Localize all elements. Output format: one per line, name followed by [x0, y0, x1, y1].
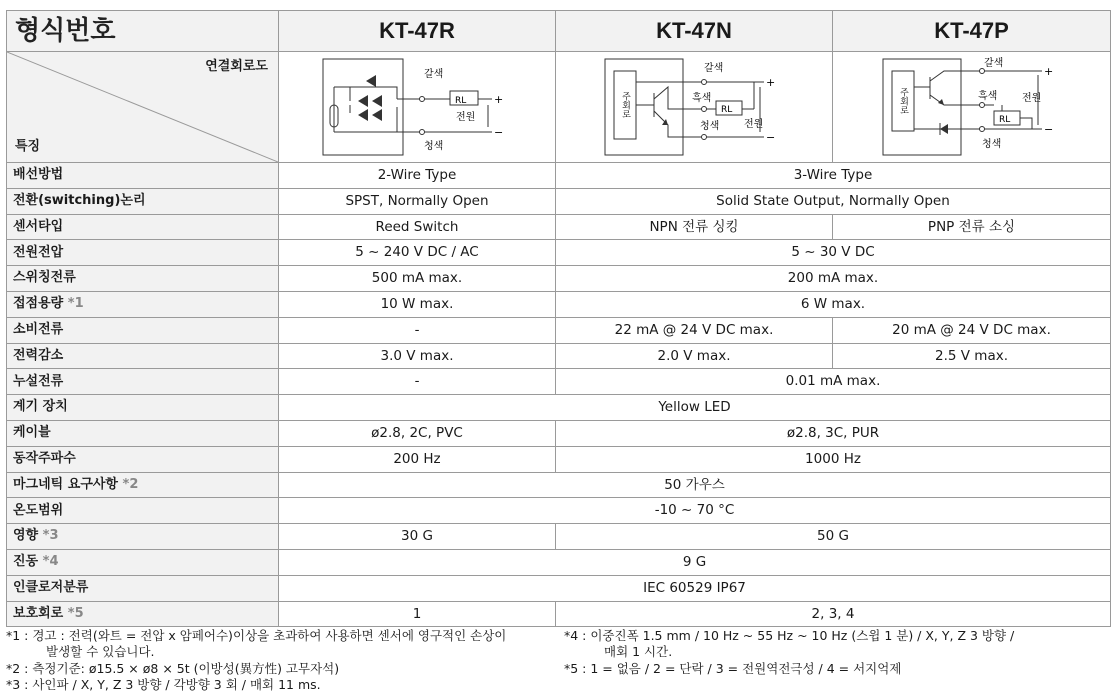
spec-value: SPST, Normally Open — [279, 188, 556, 214]
footnote-2: *2 : 측정기준: ø15.5 × ø8 × 5t (이방성(異方性) 고무자석) — [6, 660, 340, 676]
spec-value: 6 W max. — [556, 291, 1111, 317]
spec-value: 200 mA max. — [556, 266, 1111, 292]
spec-row — [7, 369, 1111, 395]
spec-label — [7, 266, 279, 292]
load-label: RL — [455, 96, 467, 106]
wire-brown-label: 갈색 — [983, 58, 1003, 69]
footnotes-right — [564, 628, 1014, 677]
spec-label — [7, 472, 279, 498]
wire-brown-label: 갈색 — [704, 63, 724, 74]
spec-value: ø2.8, 2C, PVC — [279, 420, 556, 446]
spec-value: 500 mA max. — [279, 266, 556, 292]
model-kt47r: KT-47R — [279, 11, 556, 52]
spec-label-text: 배선방법 — [13, 167, 64, 183]
footnote-mark: *4 — [42, 554, 59, 570]
power-label: 전원 — [744, 119, 764, 130]
spec-value: - — [279, 317, 556, 343]
spec-label — [7, 446, 279, 472]
wire-blue-label: 청색 — [981, 139, 1001, 150]
footnote-5: *5 : 1 = 없음 / 2 = 단락 / 3 = 전원역전극성 / 4 = 서지억제 — [564, 660, 902, 676]
header-row — [7, 11, 1111, 52]
wire-blue-label: 청색 — [424, 141, 444, 152]
spec-value: 0.01 mA max. — [556, 369, 1111, 395]
footnote-4: *4 : 이중진폭 1.5 mm / 10 Hz ~ 55 Hz ~ 10 Hz (스윕 1 분) / X, Y, Z 3 방향 / — [564, 628, 1015, 643]
footnote-mark: *3 — [42, 528, 59, 544]
spec-label — [7, 549, 279, 575]
load-label: RL — [721, 105, 733, 115]
spec-table — [6, 10, 1111, 627]
spec-row — [7, 343, 1111, 369]
circuit-kt47p — [833, 52, 1111, 163]
wire-brown-label: 갈색 — [424, 69, 444, 80]
spec-value: -10 ~ 70 °C — [279, 498, 1111, 524]
diagram-row-label — [7, 52, 279, 163]
main-circuit-label: 주회로 — [897, 87, 908, 115]
wire-blue-label: 청색 — [700, 121, 720, 132]
spec-value: 1000 Hz — [556, 446, 1111, 472]
spec-value: 2.0 V max. — [556, 343, 833, 369]
spec-label — [7, 317, 279, 343]
wire-black-label: 흑색 — [977, 91, 997, 102]
spec-row — [7, 420, 1111, 446]
spec-row — [7, 524, 1111, 550]
spec-value: NPN 전류 싱킹 — [556, 214, 833, 240]
spec-row — [7, 601, 1111, 627]
footnotes-left — [6, 628, 506, 693]
spec-label — [7, 343, 279, 369]
spec-value: 9 G — [279, 549, 1111, 575]
spec-value: PNP 전류 소싱 — [833, 214, 1111, 240]
spec-label-text: 동작주파수 — [13, 451, 76, 467]
spec-label-text: 케이블 — [13, 425, 51, 441]
circuit-diagram-row — [7, 52, 1111, 163]
footnote-mark: *2 — [122, 476, 139, 492]
features-label: 특징 — [15, 138, 41, 154]
spec-label — [7, 395, 279, 421]
spec-value: 2.5 V max. — [833, 343, 1111, 369]
spec-label — [7, 575, 279, 601]
minus-label: − — [1043, 123, 1053, 136]
spec-label-text: 소비전류 — [13, 322, 64, 338]
plus-label: + — [494, 93, 504, 106]
spec-label-text: 누설전류 — [13, 373, 64, 389]
spec-value: Solid State Output, Normally Open — [556, 188, 1111, 214]
model-kt47p: KT-47P — [833, 11, 1111, 52]
spec-label-text: 인클로저분류 — [13, 580, 89, 595]
footnote-3: *3 : 사인파 / X, Y, Z 3 방향 / 각방향 3 회 / 매회 11 ms. — [6, 676, 321, 692]
power-label: 전원 — [456, 112, 476, 123]
spec-value: 50 G — [556, 524, 1111, 550]
spec-value: 10 W max. — [279, 291, 556, 317]
spec-value: 1 — [279, 601, 556, 627]
spec-row — [7, 498, 1111, 524]
spec-row — [7, 266, 1111, 292]
spec-value: IEC 60529 IP67 — [279, 575, 1111, 601]
spec-label — [7, 524, 279, 550]
spec-label-text: 전환(switching)논리 — [13, 193, 146, 209]
spec-value: 30 G — [279, 524, 556, 550]
spec-label-text: 진동 — [13, 554, 39, 570]
spec-value: 2-Wire Type — [279, 163, 556, 189]
spec-value: 3.0 V max. — [279, 343, 556, 369]
plus-label: + — [766, 76, 776, 89]
spec-label — [7, 240, 279, 266]
spec-row — [7, 240, 1111, 266]
circuit-kt47r — [279, 52, 556, 163]
spec-value: 3-Wire Type — [556, 163, 1111, 189]
plus-label: + — [1043, 65, 1053, 78]
spec-label-text: 센서타입 — [13, 218, 64, 234]
reed-switch-circuit-diagram — [322, 57, 512, 157]
spec-label — [7, 214, 279, 240]
npn-circuit-diagram — [604, 57, 784, 157]
footnote-mark: *1 — [67, 296, 84, 312]
spec-value: 5 ~ 240 V DC / AC — [279, 240, 556, 266]
spec-label — [7, 163, 279, 189]
spec-row — [7, 291, 1111, 317]
spec-label — [7, 369, 279, 395]
spec-label-text: 접점용량 — [13, 296, 64, 312]
spec-row — [7, 163, 1111, 189]
model-number-header: 형식번호 — [7, 11, 279, 52]
spec-label-text: 전력감소 — [13, 347, 64, 363]
connection-diagram-label: 연결회로도 — [205, 59, 268, 74]
spec-row — [7, 549, 1111, 575]
spec-label — [7, 498, 279, 524]
spec-row — [7, 446, 1111, 472]
wire-black-label: 흑색 — [692, 93, 712, 104]
minus-label: − — [766, 131, 776, 144]
spec-label-text: 계기 장치 — [13, 399, 68, 415]
footnote-4-cont: 매회 1 시간. — [604, 644, 673, 660]
spec-row — [7, 472, 1111, 498]
spec-label — [7, 291, 279, 317]
spec-value: Yellow LED — [279, 395, 1111, 421]
spec-row — [7, 188, 1111, 214]
spec-value: - — [279, 369, 556, 395]
spec-label-text: 영향 — [13, 528, 39, 544]
spec-row — [7, 575, 1111, 601]
footnote-mark: *5 — [67, 605, 84, 621]
spec-label-text: 마그네틱 요구사항 — [13, 476, 118, 492]
main-circuit-label: 주회로 — [620, 91, 630, 119]
spec-label-text: 전원전압 — [13, 244, 64, 260]
spec-label — [7, 420, 279, 446]
spec-value: 20 mA @ 24 V DC max. — [833, 317, 1111, 343]
minus-label: − — [494, 126, 504, 139]
spec-label-text: 온도범위 — [13, 502, 64, 518]
spec-value: 5 ~ 30 V DC — [556, 240, 1111, 266]
spec-value: 200 Hz — [279, 446, 556, 472]
spec-value: 22 mA @ 24 V DC max. — [556, 317, 833, 343]
spec-row — [7, 395, 1111, 421]
footnote-1-cont: 발생할 수 있습니다. — [46, 644, 155, 660]
spec-value: Reed Switch — [279, 214, 556, 240]
spec-row — [7, 317, 1111, 343]
spec-label — [7, 188, 279, 214]
spec-value: 50 가우스 — [279, 472, 1111, 498]
spec-label-text: 스위칭전류 — [13, 270, 76, 286]
power-label: 전원 — [1021, 93, 1041, 104]
spec-value: 2, 3, 4 — [556, 601, 1111, 627]
load-label: RL — [998, 115, 1010, 125]
circuit-kt47n — [556, 52, 833, 163]
spec-row — [7, 214, 1111, 240]
spec-label-text: 보호회로 — [13, 605, 64, 621]
spec-label — [7, 601, 279, 627]
spec-value: ø2.8, 3C, PUR — [556, 420, 1111, 446]
footnote-1: *1 : 경고 : 전력(와트 = 전압 x 암페어수)이상을 초과하여 사용하면 센서에 영구적인 손상이 — [6, 628, 507, 643]
pnp-circuit-diagram — [882, 57, 1062, 157]
model-kt47n: KT-47N — [556, 11, 833, 52]
